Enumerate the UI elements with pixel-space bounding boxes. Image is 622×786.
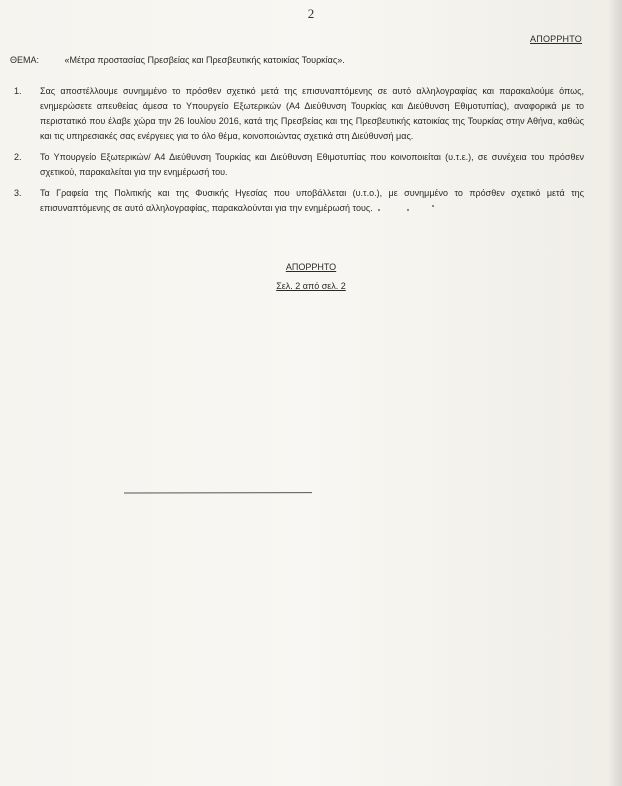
list-item-number: 2. bbox=[14, 152, 22, 162]
subject-text: «Μέτρα προστασίας Πρεσβείας και Πρεσβευτικής κατοικίας Τουρκίας». bbox=[64, 55, 345, 65]
list-item-text: Σας αποστέλλουμε συνημμένο το πρόσθεν σχετικό μετά της επισυναπτόμενης σε αυτό αλληλογραφίας και παρακαλούμε όπως, ενημερώσετε απευθείας άμεσα το Υπουργείο Εξωτερικών (Α4 Διεύθυνση Τουρκίας και Διεύθυνση Εθιμοτυπίας), αναφορικά με το περιστατικό που έλαβε χώρα την 26 Ιουλίου 2016, κατά της Πρεσβείας και της Πρεσβευτικής κατοικίας της Τουρκίας στην Αθήνα, καθώς και τις υπηρεσιακές σας ενέργειες για το όλο θέμα, κοινοποιώντας σχετικά στη Διεύθυνσή μας. bbox=[40, 86, 584, 141]
list-item-number: 3. bbox=[14, 188, 22, 198]
list-item-text: Τα Γραφεία της Πολιτικής και της Φυσικής Ηγεσίας που υποβάλλεται (υ.τ.ο.), με συνημμένο το πρόσθεν σχετικό μετά της επισυναπτόμενης σε αυτό αλληλογραφίας, παρακαλούνται για την ενημέρωσή τους. bbox=[40, 188, 584, 213]
subject-label: ΘΕΜΑ: bbox=[10, 55, 40, 65]
list-item bbox=[14, 84, 584, 144]
list-item-number: 1. bbox=[14, 86, 22, 96]
subject-line bbox=[10, 55, 345, 65]
list-item bbox=[14, 150, 584, 180]
scan-speck bbox=[432, 205, 434, 207]
classification-bottom: ΑΠΟΡΡΗΤΟ bbox=[285, 262, 337, 272]
classification-top: ΑΠΟΡΡΗΤΟ bbox=[530, 34, 582, 44]
page-of-pages: Σελ. 2 από σελ. 2 bbox=[276, 281, 346, 291]
scan-speck bbox=[378, 209, 380, 211]
scan-edge-shadow bbox=[608, 0, 622, 786]
page-number: 2 bbox=[307, 6, 315, 21]
list-item bbox=[14, 186, 584, 216]
list-item-text: Το Υπουργείο Εξωτερικών/ Α4 Διεύθυνση Τουρκίας και Διεύθυνση Εθιμοτυπίας που κοινοποιείται (υ.τ.ε.), σε συνέχεια του πρόσθεν σχετικού, παρακαλείται για την ενημέρωσή του. bbox=[40, 152, 584, 177]
scan-speck bbox=[407, 209, 409, 211]
signature-line bbox=[124, 492, 312, 494]
numbered-list bbox=[14, 84, 584, 222]
